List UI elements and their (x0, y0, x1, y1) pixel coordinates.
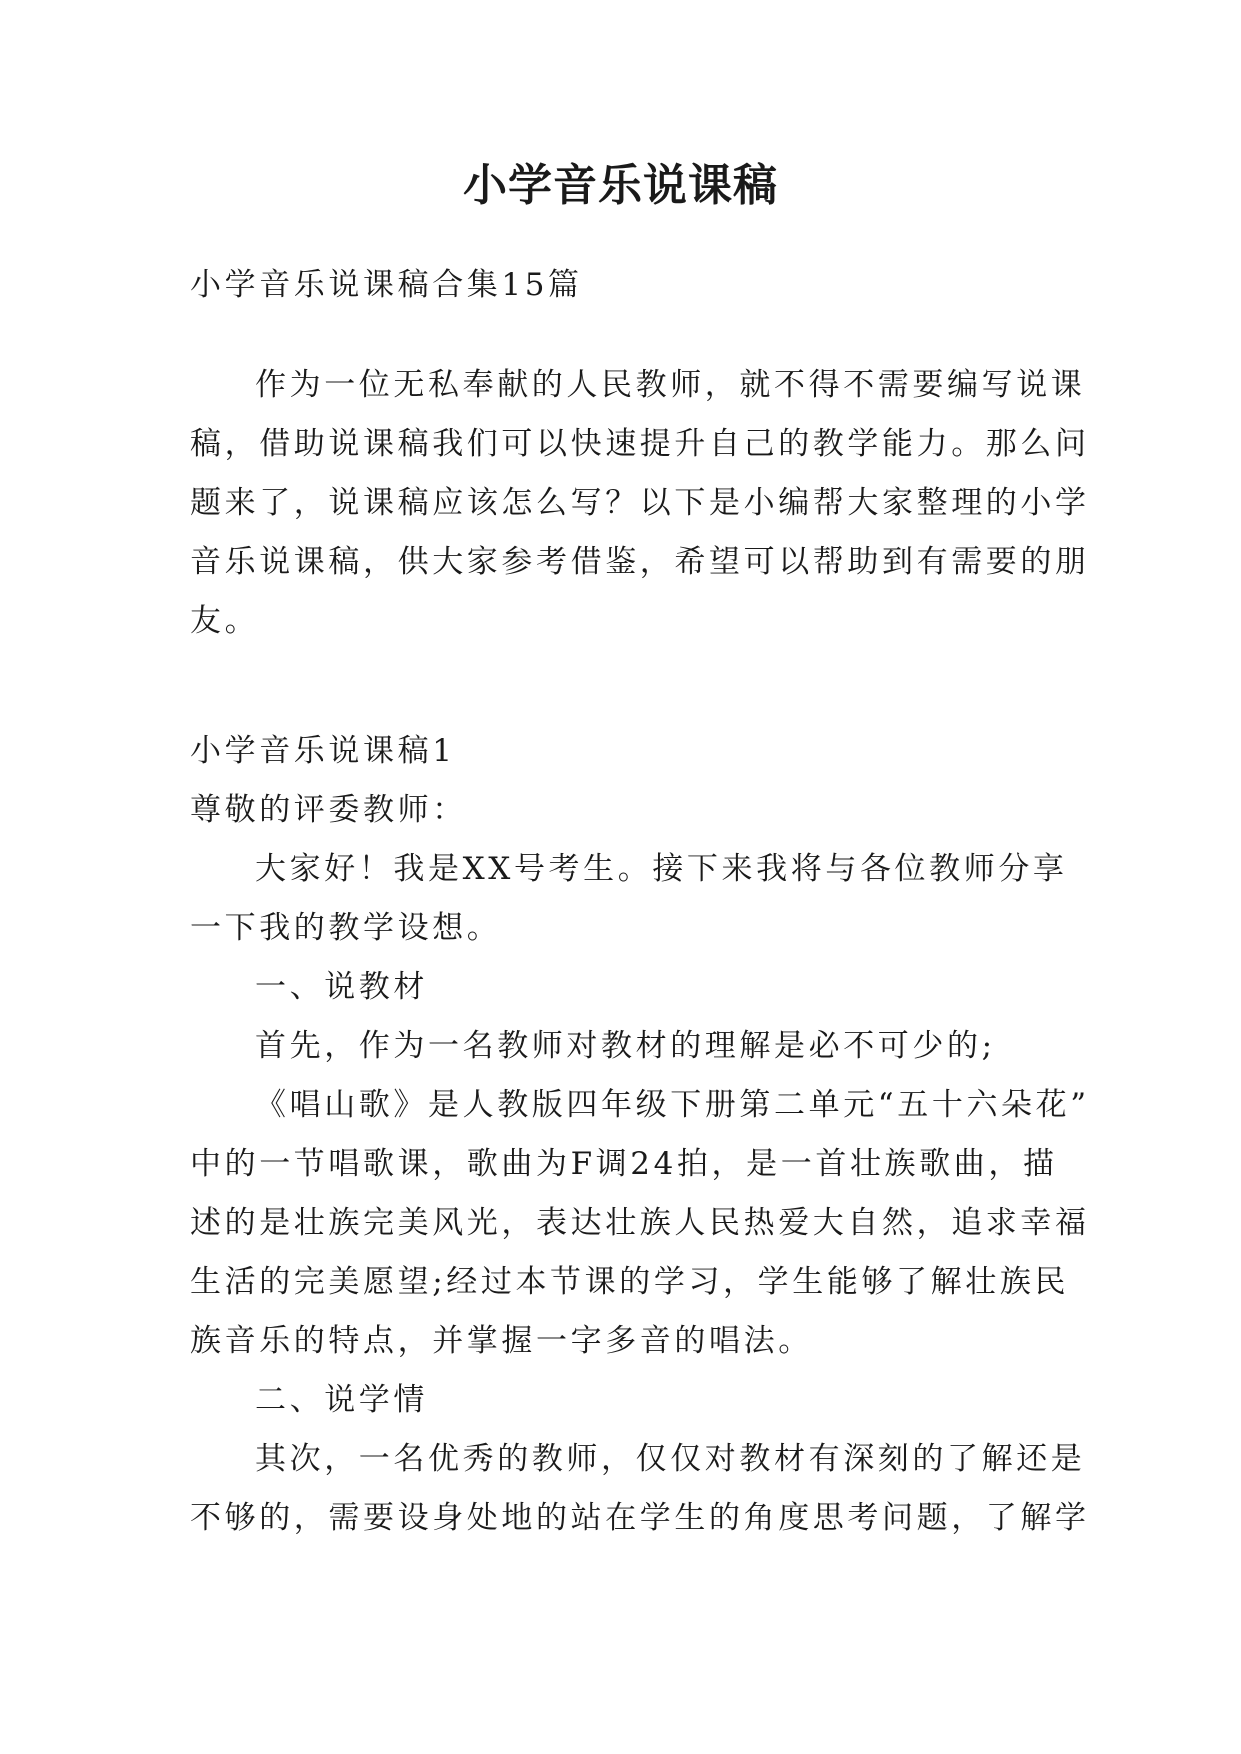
part2-line: 不够的，需要设身处地的站在学生的角度思考问题，了解学 (190, 1500, 1090, 1536)
part1-line: 《唱山歌》是人教版四年级下册第二单元“五十六朵花” (255, 1087, 1090, 1123)
part2-line: 其次，一名优秀的教师，仅仅对教材有深刻的了解还是 (255, 1441, 1086, 1477)
part1-line: 生活的完美愿望;经过本节课的学习，学生能够了解壮族民 (190, 1264, 1070, 1300)
part1-paragraph-1: 首先，作为一名教师对教材的理解是必不可少的; (255, 1028, 996, 1064)
intro-line: 题来了，说课稿应该怎么写？以下是小编帮大家整理的小学 (190, 485, 1090, 521)
part2-paragraph-1 (190, 1430, 1090, 1548)
page-title: 小学音乐说课稿 (463, 160, 778, 211)
intro-line: 音乐说课稿，供大家参考借鉴，希望可以帮助到有需要的朋 (190, 544, 1090, 580)
greeting-paragraph (190, 840, 1068, 958)
intro-paragraph (190, 356, 1090, 651)
greeting-line: 一下我的教学设想。 (190, 910, 502, 946)
part1-line: 中的一节唱歌课，歌曲为F调24拍，是一首壮族歌曲，描 (190, 1146, 1058, 1182)
intro-line: 友。 (190, 603, 260, 639)
part2-heading: 二、说学情 (255, 1382, 428, 1418)
document-subtitle: 小学音乐说课稿合集15篇 (190, 267, 583, 303)
intro-line: 稿，借助说课稿我们可以快速提升自己的教学能力。那么问 (190, 426, 1090, 462)
part1-heading: 一、说教材 (255, 969, 428, 1005)
part1-line: 族音乐的特点，并掌握一字多音的唱法。 (190, 1323, 813, 1359)
part1-paragraph-2 (190, 1076, 1090, 1371)
section-heading: 小学音乐说课稿1 (190, 733, 456, 769)
salutation: 尊敬的评委教师： (190, 792, 467, 828)
intro-line: 作为一位无私奉献的人民教师，就不得不需要编写说课 (255, 367, 1086, 403)
part1-line: 述的是壮族完美风光，表达壮族人民热爱大自然，追求幸福 (190, 1205, 1090, 1241)
greeting-line: 大家好！我是XX号考生。接下来我将与各位教师分享 (255, 851, 1068, 887)
